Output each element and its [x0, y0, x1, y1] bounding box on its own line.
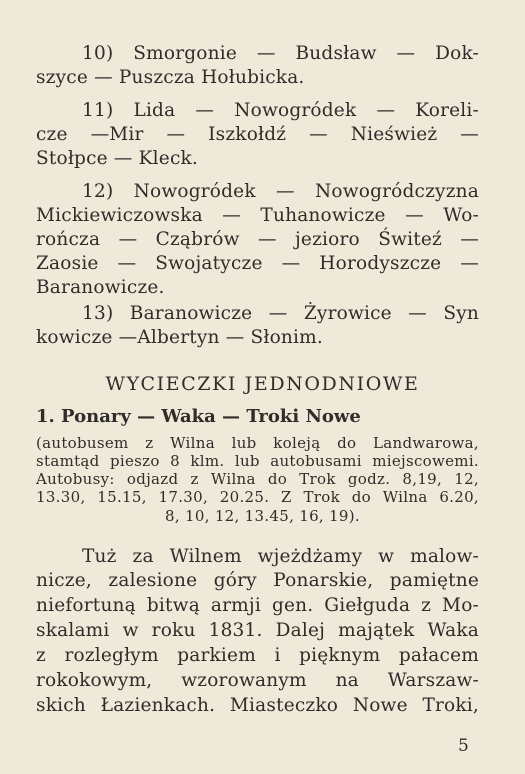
body-line-5: z rozległym parkiem i pięknym pałacem	[36, 645, 479, 666]
trip-heading: 1. Ponary — Waka — Troki Nowe	[36, 406, 361, 427]
route-10-line-1: 10) Smorgonie — Budsław — Dok-	[82, 43, 479, 64]
transport-note-line-2: stamtąd pieszo 8 klm. lub autobusami miejscowemi.	[36, 452, 479, 470]
route-13-line-1: 13) Baranowicze — Żyrowice — Syn	[82, 303, 479, 324]
route-12-line-2: Mickiewiczowska — Tuhanowicze — Wo-	[36, 205, 479, 226]
body-line-3: niefortuną bitwą armji gen. Giełguda z Mo-	[36, 595, 479, 616]
transport-note-line-3: Autobusy: odjazd z Wilna do Trok godz. 8,19, 12,	[36, 470, 479, 488]
page-number: 5	[458, 736, 469, 756]
route-11-line-3: Stołpce — Kleck.	[36, 148, 198, 169]
body-line-2: nicze, zalesione góry Ponarskie, pamiętne	[36, 570, 479, 591]
body-line-6: rokokowym, wzorowanym na Warszaw-	[36, 670, 479, 691]
body-line-7: skich Łazienkach. Miasteczko Nowe Troki,	[36, 695, 479, 716]
route-12-line-4: Zaosie — Swojatycze — Horodyszcze —	[36, 253, 479, 274]
body-line-1: Tuż za Wilnem wjeżdżamy w malow-	[82, 546, 479, 567]
route-12-line-3: rończa — Cząbrów — jezioro Świteź —	[36, 229, 479, 250]
transport-note-line-1: (autobusem z Wilna lub koleją do Landwarowa,	[36, 434, 479, 452]
route-10-line-2: szyce — Puszcza Hołubicka.	[36, 67, 305, 88]
section-heading: WYCIECZKI JEDNODNIOWE	[105, 373, 420, 395]
route-12-line-1: 12) Nowogródek — Nowogródczyzna	[82, 181, 479, 202]
transport-note-line-4: 13.30, 15.15, 17.30, 20.25. Z Trok do Wilna 6.20,	[36, 488, 479, 506]
body-line-4: skalami w roku 1831. Dalej majątek Waka	[36, 620, 479, 641]
route-12-line-5: Baranowicze.	[36, 277, 165, 298]
route-11-line-2: cze —Mir — Iszkołdź — Nieśwież —	[36, 124, 479, 145]
route-13-line-2: kowicze —Albertyn — Słonim.	[36, 327, 323, 348]
transport-note-line-5: 8, 10, 12, 13.45, 16, 19).	[165, 507, 360, 525]
route-11-line-1: 11) Lida — Nowogródek — Koreli-	[82, 100, 479, 121]
